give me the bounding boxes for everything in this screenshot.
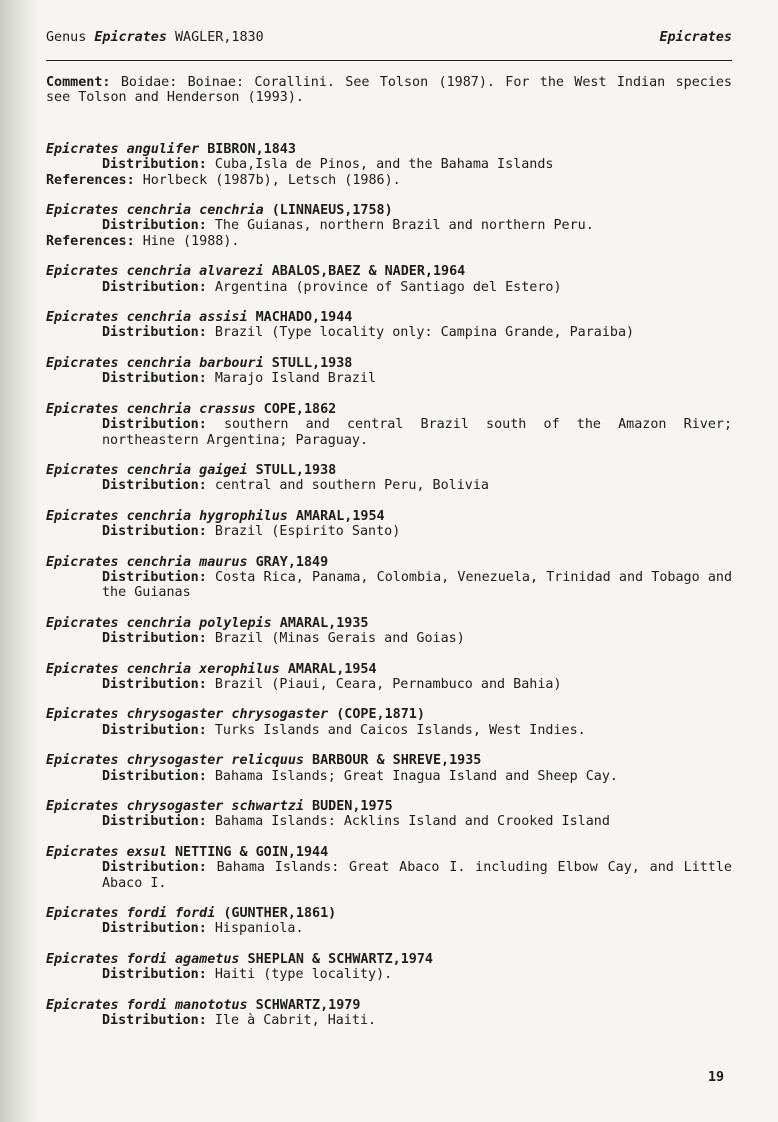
distribution-label: Distribution: [102,967,207,983]
species-authority: ABALOS,BAEZ & NADER,1964 [271,264,466,280]
species-authority: BARBOUR & SHREVE,1935 [312,753,482,769]
species-heading [46,845,732,860]
distribution-line [46,860,732,891]
comment-text: Boidae: Boinae: Corallini. See Tolson (1987). For the West Indian species see Tolson and Henderson (1993). [46,75,732,106]
species-heading [46,998,732,1013]
distribution-text: Brazil (Minas Gerais and Goias) [214,631,465,647]
distribution-text: Argentina (province of Santiago del Estero) [214,279,562,295]
species-entry [46,356,732,387]
distribution-label: Distribution: [102,722,207,738]
species-authority: MACHADO,1944 [255,310,353,326]
species-authority: AMARAL,1935 [279,615,369,631]
running-head-left [46,30,264,45]
species-name: Epicrates cenchria gaigei [46,462,248,478]
species-entry [46,616,732,647]
distribution-label: Distribution: [102,860,207,876]
species-entry [46,555,732,601]
species-name: Epicrates cenchria crassus [46,401,256,417]
distribution-text: Marajo Island Brazil [214,371,377,387]
distribution-text: Hispaniola. [214,921,304,937]
species-entry [46,310,732,341]
species-name: Epicrates chrysogaster schwartzi [46,799,304,814]
header-rule [46,60,732,61]
species-name: Epicrates cenchria alvarezi [46,264,264,280]
species-heading [46,310,732,325]
species-entry [46,707,732,738]
distribution-label: Distribution: [102,157,207,173]
species-name: Epicrates cenchria maurus [46,554,248,570]
species-authority: BUDEN,1975 [312,799,393,814]
species-name: Epicrates cenchria cenchria [46,203,264,219]
distribution-text: Cuba,Isla de Pinos, and the Bahama Islands [214,157,554,173]
distribution-text: Ile à Cabrit, Haiti. [214,1013,377,1029]
distribution-line [46,921,732,936]
species-authority: GRAY,1849 [255,554,329,570]
species-authority: NETTING & GOIN,1944 [175,844,329,860]
species-name: Epicrates cenchria hygrophilus [46,508,288,524]
species-name: Epicrates angulifer [46,141,200,157]
distribution-label: Distribution: [102,478,207,494]
species-heading [46,402,732,417]
species-authority: STULL,1938 [271,355,353,371]
species-entry [46,203,732,249]
species-entry [46,463,732,494]
species-heading [46,142,732,157]
references-label: References: [46,233,135,249]
species-heading [46,203,732,218]
distribution-label: Distribution: [102,569,207,585]
references-text: Horlbeck (1987b), Letsch (1986). [142,172,401,188]
species-name: Epicrates cenchria polylepis [46,615,272,631]
species-heading [46,509,732,524]
species-name: Epicrates exsul [46,844,167,860]
species-list [46,142,732,1029]
species-authority: AMARAL,1954 [287,661,377,677]
species-entry [46,906,732,937]
species-entry [46,845,732,891]
distribution-line [46,1013,732,1028]
distribution-text: Haiti (type locality). [214,967,393,983]
distribution-label: Distribution: [102,325,207,341]
references-text: Hine (1988). [142,233,240,249]
species-authority: COPE,1862 [263,401,337,417]
species-entry [46,753,732,784]
distribution-text: Costa Rica, Panama, Colombia, Venezuela, Trinidad and Tobago and the Guianas [102,569,733,601]
species-entry [46,662,732,693]
distribution-line [46,417,732,448]
species-authority: SCHWARTZ,1979 [255,997,361,1013]
page-number: 19 [708,1070,725,1085]
species-name: Epicrates chrysogaster relicquus [46,753,304,769]
distribution-text: Brazil (Type locality only: Campina Grande, Paraiba) [214,325,635,341]
species-authority: SHEPLAN & SCHWARTZ,1974 [247,951,433,967]
genus-prefix: Genus [46,30,87,45]
distribution-text: central and southern Peru, Bolivia [214,478,489,494]
species-authority: AMARAL,1954 [295,508,385,524]
species-name: Epicrates fordi agametus [46,951,240,967]
distribution-label: Distribution: [102,371,207,387]
species-authority: BIBRON,1843 [207,141,296,157]
distribution-line [46,478,732,493]
distribution-label: Distribution: [102,921,207,937]
distribution-label: Distribution: [102,631,207,647]
species-heading [46,662,732,677]
species-entry [46,142,732,188]
species-authority: (GUNTHER,1861) [223,906,337,922]
distribution-text: Bahama Islands: Great Abaco I. including Elbow Cay, and Little Abaco I. [102,860,732,891]
document-page [46,30,732,1043]
species-heading [46,555,732,570]
distribution-text: Brazil (Espirito Santo) [214,524,401,540]
species-entry [46,952,732,983]
references-label: References: [46,172,135,188]
distribution-line [46,570,732,601]
distribution-label: Distribution: [102,417,207,433]
species-entry [46,509,732,540]
species-name: Epicrates fordi manototus [46,997,248,1013]
distribution-line [46,677,732,692]
species-heading [46,616,732,631]
species-heading [46,707,732,722]
species-authority: STULL,1938 [255,462,337,478]
distribution-line [46,631,732,646]
distribution-label: Distribution: [102,1013,207,1029]
distribution-text: Bahama Islands: Acklins Island and Crooked Island [214,814,610,830]
running-head [46,30,732,52]
distribution-line [46,524,732,539]
distribution-line [46,769,732,784]
species-name: Epicrates cenchria assisi [46,310,248,326]
species-heading [46,264,732,279]
genus-authority: WAGLER,1830 [175,30,264,45]
species-entry [46,799,732,830]
species-name: Epicrates fordi fordi [46,906,216,922]
distribution-line [46,157,732,172]
species-heading [46,906,732,921]
distribution-text: The Guianas, northern Brazil and northern Peru. [214,218,594,234]
distribution-line [46,814,732,829]
species-heading [46,799,732,814]
species-entry [46,264,732,295]
distribution-line [46,325,732,340]
distribution-label: Distribution: [102,768,207,784]
distribution-line [46,280,732,295]
species-name: Epicrates cenchria barbouri [46,355,264,371]
genus-name: Epicrates [94,30,167,45]
distribution-text: Bahama Islands; Great Inagua Island and Sheep Cay. [214,768,618,784]
running-title: Epicrates [659,30,732,45]
species-name: Epicrates chrysogaster chrysogaster [46,707,329,723]
distribution-text: Brazil (Piaui, Ceara, Pernambuco and Bahia) [214,676,562,692]
references-line [46,173,732,188]
distribution-label: Distribution: [102,814,207,830]
distribution-label: Distribution: [102,524,207,540]
species-heading [46,463,732,478]
distribution-label: Distribution: [102,279,207,295]
distribution-text: Turks Islands and Caicos Islands, West Indies. [214,722,586,738]
species-heading [46,753,732,768]
comment-paragraph [46,75,732,106]
species-heading [46,952,732,967]
references-line [46,234,732,249]
distribution-text: southern and central Brazil south of the Amazon River; northeastern Argentina; Paraguay. [102,417,733,448]
distribution-line [46,723,732,738]
distribution-label: Distribution: [102,676,207,692]
species-authority: (COPE,1871) [336,707,425,723]
comment-label: Comment: [46,75,111,90]
species-entry [46,998,732,1029]
species-heading [46,356,732,371]
distribution-line [46,371,732,386]
species-name: Epicrates cenchria xerophilus [46,661,280,677]
distribution-line [46,218,732,233]
species-entry [46,402,732,448]
distribution-line [46,967,732,982]
species-authority: (LINNAEUS,1758) [271,203,393,219]
page-gutter-shadow [0,0,40,1122]
distribution-label: Distribution: [102,218,207,234]
